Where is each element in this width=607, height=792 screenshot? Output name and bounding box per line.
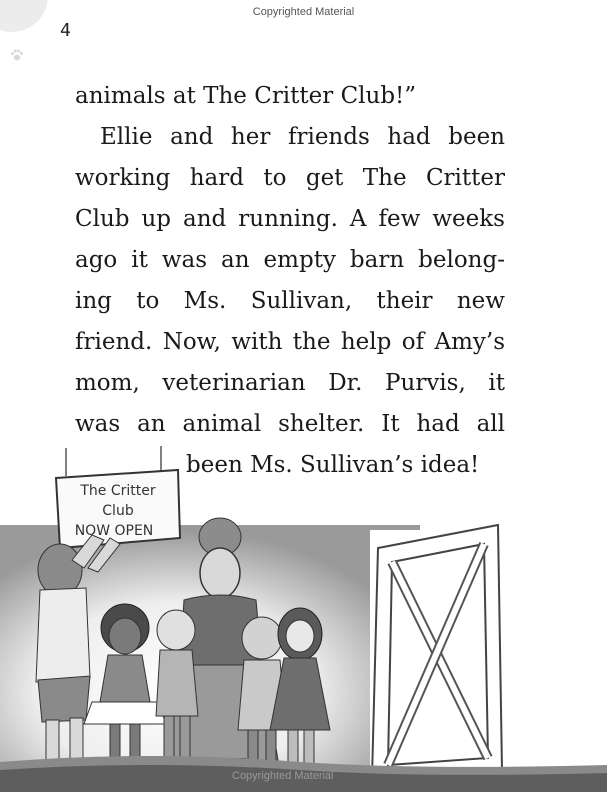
body-line-2: Ellie and her friends had been xyxy=(100,124,505,150)
body-line-10: been Ms. Sullivan’s idea! xyxy=(186,452,480,478)
body-line-9: was an animal shelter. It had all xyxy=(75,411,505,437)
sign-line-1: The Critter xyxy=(80,483,156,499)
copyright-notice-bottom: Copyrighted Material xyxy=(232,770,334,782)
body-line-7: friend. Now, with the help of Amy’s xyxy=(75,329,505,355)
body-line-6: ing to Ms. Sullivan, their new xyxy=(75,288,505,314)
sign-line-2: Club xyxy=(102,503,134,519)
critter-club-sign xyxy=(56,446,180,548)
body-line-1: animals at The Critter Club!” xyxy=(75,83,417,109)
body-line-3: working hard to get The Critter xyxy=(75,165,505,191)
body-line-4: Club up and running. A few weeks xyxy=(75,206,505,232)
body-line-8: mom, veterinarian Dr. Purvis, it xyxy=(75,370,505,396)
page-number: 4 xyxy=(60,20,71,41)
sign-line-3: NOW OPEN xyxy=(74,523,154,539)
copyright-notice-top: Copyrighted Material xyxy=(252,6,355,18)
barn-door xyxy=(372,525,502,778)
body-paragraph xyxy=(75,117,505,445)
body-line-5: ago it was an empty barn belong- xyxy=(75,247,505,273)
paw-print-icon xyxy=(10,48,24,62)
critter-club-illustration xyxy=(0,440,607,792)
